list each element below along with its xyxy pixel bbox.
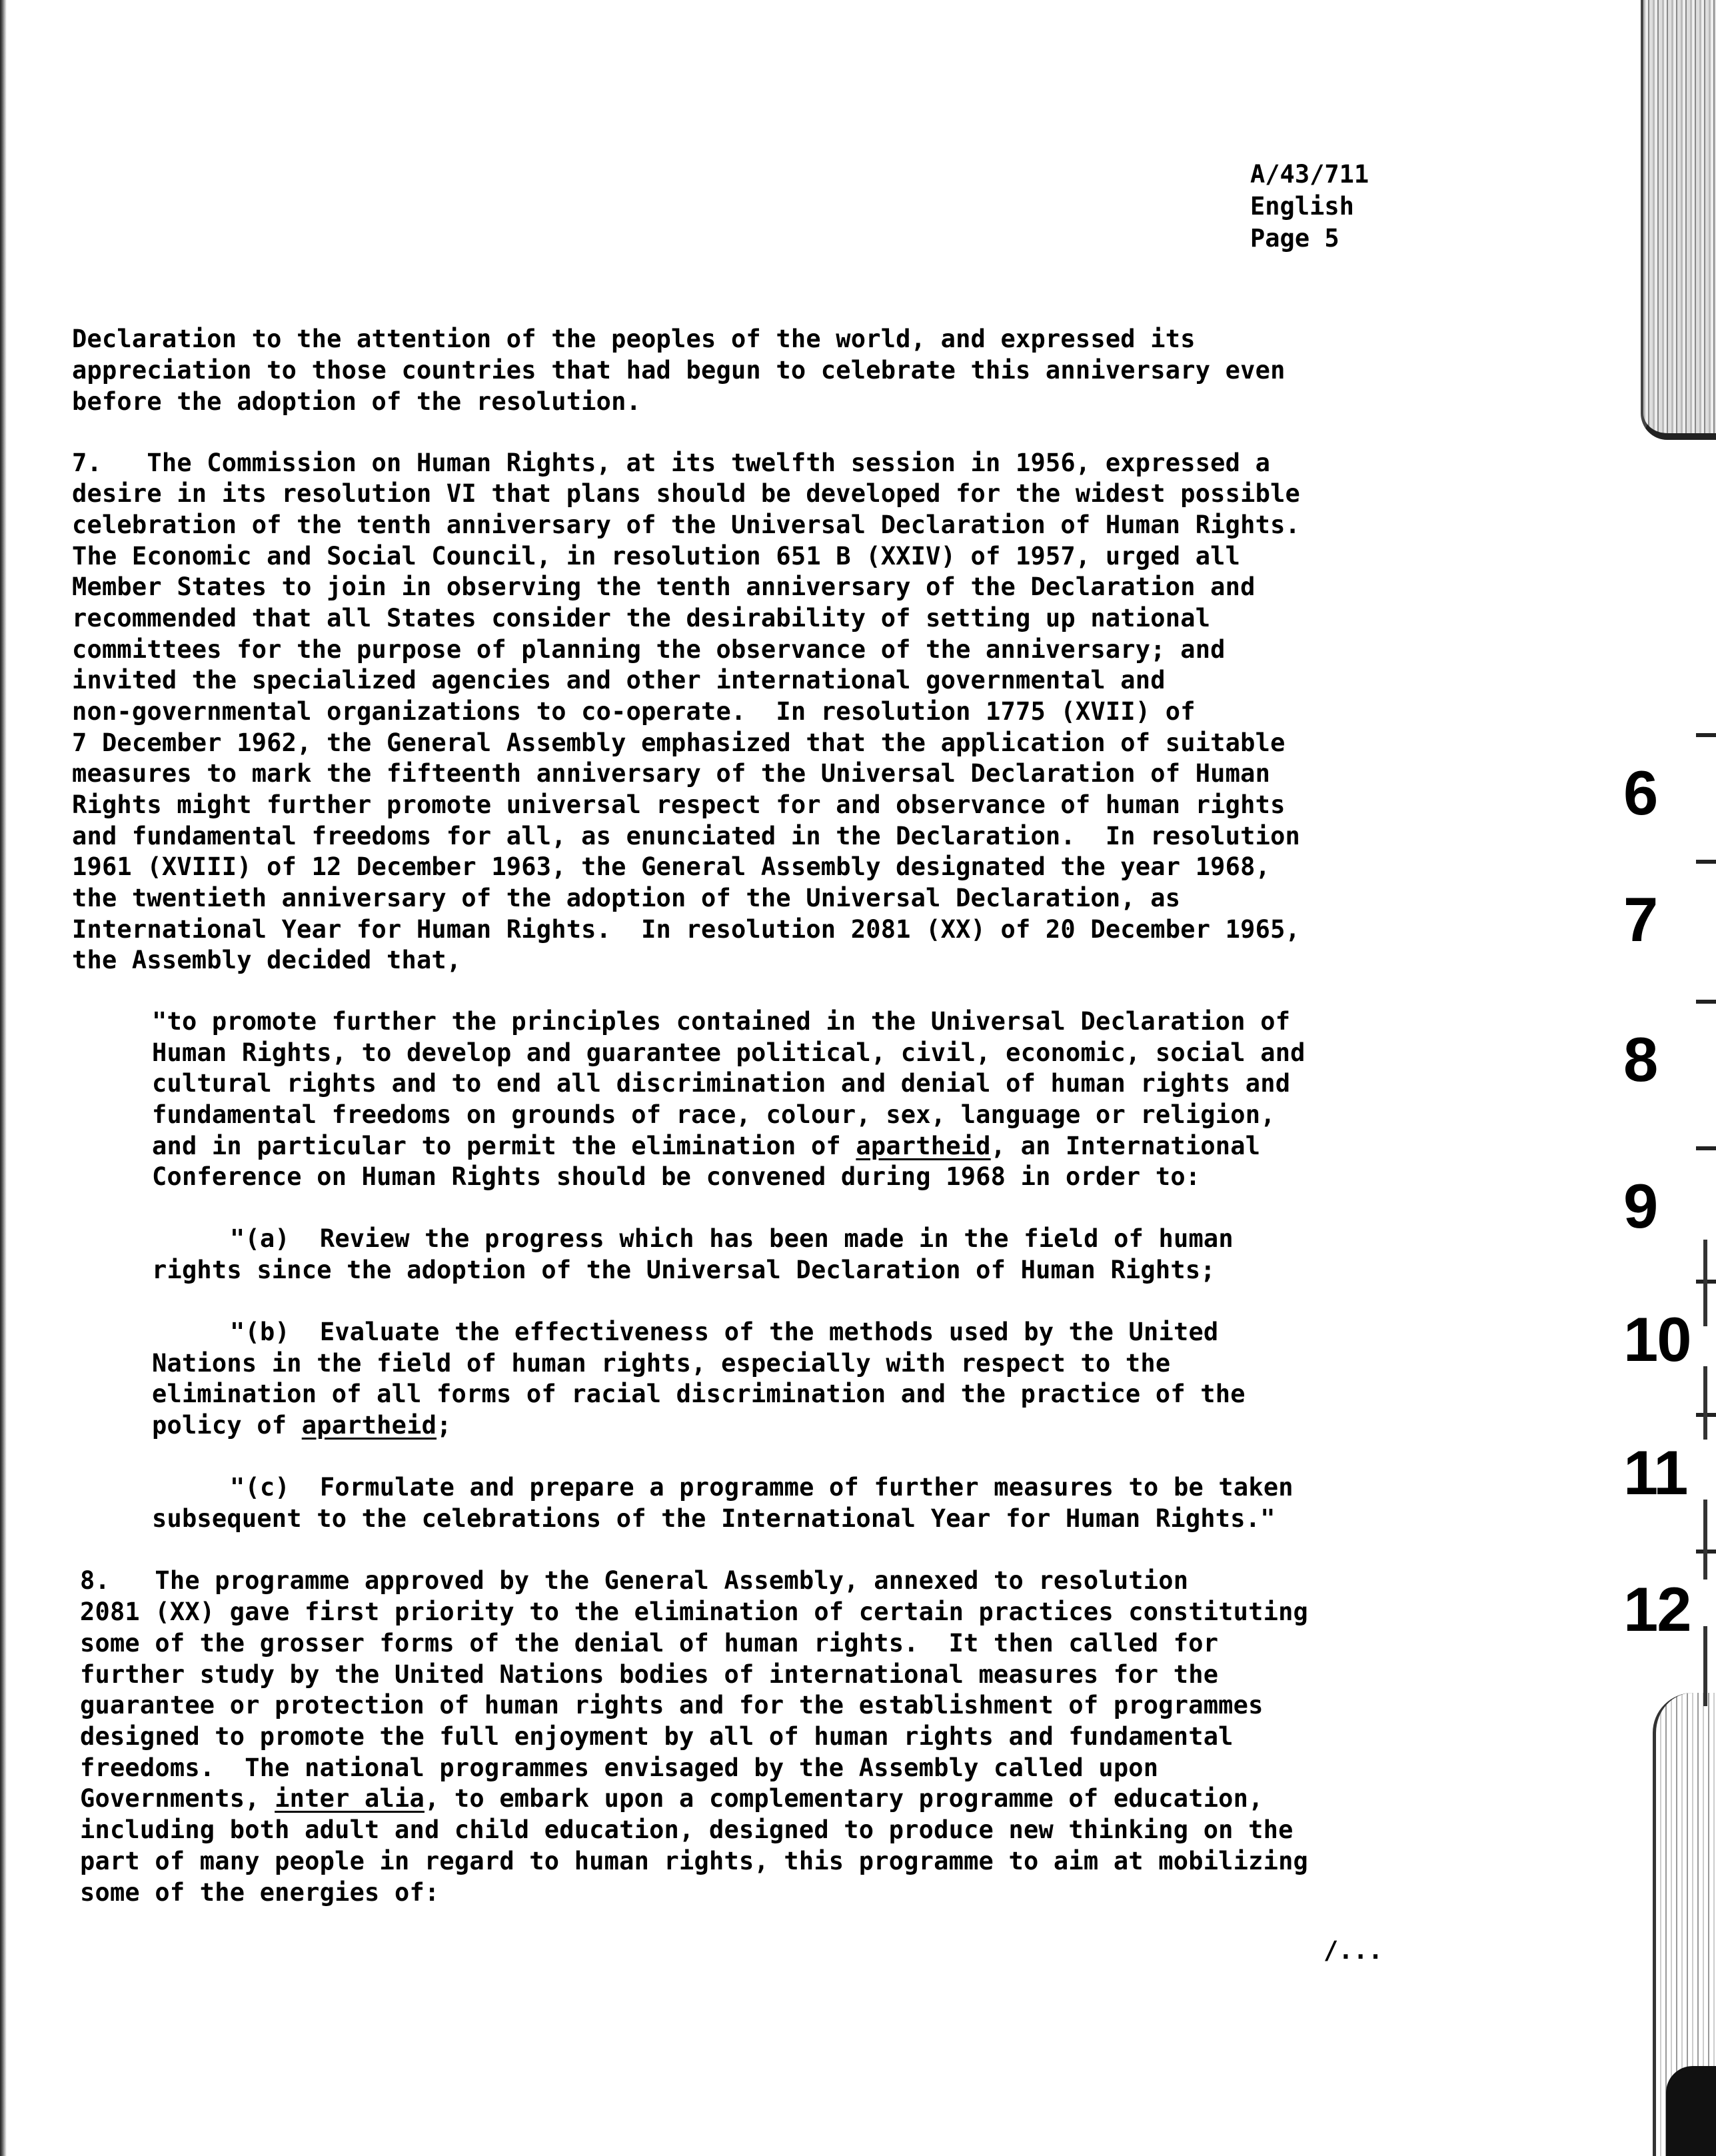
text-line [72,541,1240,572]
text-line [152,1348,1170,1379]
text-line [80,1846,1308,1877]
line-text: International Year for Human Rights. In resolution 2081 (XX) of 20 December 1965, [72,915,1301,944]
text-line [80,1597,1308,1627]
text-line [72,479,1300,509]
index-tab-7: 7 [1623,884,1657,954]
line-text: , to embark upon a complementary programme of education, [424,1784,1264,1813]
line-text: fundamental freedoms on grounds of race, colour, sex, language or religion, [152,1100,1276,1129]
line-text: and fundamental freedoms for all, as enunciated in the Declaration. In resolution [72,822,1301,850]
text-line [72,945,461,976]
line-text: "(b) Evaluate the effectiveness of the methods used by the United [230,1318,1219,1346]
index-tab-6: 6 [1623,758,1657,828]
text-line [80,1753,1158,1783]
line-text: further study by the United Nations bodies of international measures for the [80,1660,1219,1689]
line-text: Human Rights, to develop and guarantee political, civil, economic, social and [152,1038,1305,1067]
text-line [72,634,1226,665]
line-text: "(c) Formulate and prepare a programme of further measures to be taken [230,1473,1293,1502]
text-line [152,1162,1200,1192]
text-line [152,1504,1276,1534]
line-text: before the adoption of the resolution. [72,387,642,416]
text-line [152,1131,1260,1162]
index-tab-11: 11 [1623,1438,1687,1508]
line-text: freedoms. The national programmes envisaged by the Assembly called upon [80,1753,1159,1782]
text-line [80,1690,1264,1721]
text-line [152,1006,1290,1037]
text-line [72,883,1180,914]
line-text: 7. The Commission on Human Rights, at its twelfth session in 1956, expressed a [72,449,1271,477]
document-symbol: A/43/711 [1250,160,1369,189]
text-line [72,852,1270,882]
continuation-marker: /... [1323,1936,1383,1965]
text-line [72,603,1210,634]
text-line [80,1659,1218,1690]
line-text: designed to promote the full enjoyment by all of human rights and fundamental [80,1722,1234,1751]
line-text: policy of [152,1411,302,1440]
line-text: Member States to join in observing the tenth anniversary of the Declaration and [72,572,1256,601]
line-text: invited the specialized agencies and other international governmental and [72,666,1166,694]
line-text: the twentieth anniversary of the adoption of the Universal Declaration, as [72,884,1181,912]
text-line [72,448,1270,479]
text-line [80,1877,439,1908]
line-text: guarantee or protection of human rights and for the establishment of programmes [80,1691,1264,1719]
text-line [152,1068,1290,1099]
line-text: committees for the purpose of planning the observance of the anniversary; and [72,635,1226,664]
line-text: "to promote further the principles contained in the Universal Declaration of [152,1007,1291,1036]
text-line [80,1628,1218,1659]
tab-edge [1703,1626,1707,1706]
tab-divider [1696,1000,1716,1004]
text-line [72,387,641,417]
binding-top [1641,0,1716,440]
underlined-term: apartheid [856,1132,991,1160]
text-line [72,728,1286,758]
text-line [72,355,1286,386]
line-text: Declaration to the attention of the peoples of the world, and expressed its [72,325,1196,353]
text-line [80,1566,1188,1596]
text-line [80,1815,1293,1845]
scan-left-edge [0,0,7,2156]
line-text: cultural rights and to end all discrimination and denial of human rights and [152,1069,1291,1098]
line-text: measures to mark the fifteenth anniversary of the Universal Declaration of Human [72,759,1271,788]
text-line [72,821,1300,852]
line-text: 7 December 1962, the General Assembly emphasized that the application of suitable [72,728,1286,757]
tab-divider [1696,1146,1716,1150]
line-text: 1961 (XVIII) of 12 December 1963, the General Assembly designated the year 1968, [72,852,1271,881]
index-tab-9: 9 [1623,1171,1657,1241]
line-text: Rights might further promote universal respect for and observance of human rights [72,790,1286,819]
text-line [80,1783,1264,1814]
line-text: rights since the adoption of the Universal Declaration of Human Rights; [152,1256,1216,1284]
text-line [152,1410,452,1441]
page-number: Page 5 [1250,224,1339,253]
line-text: desire in its resolution VI that plans should be developed for the widest possible [72,479,1301,508]
line-text: 8. The programme approved by the General Assembly, annexed to resolution [80,1566,1189,1595]
line-text: "(a) Review the progress which has been made in the field of human [230,1224,1234,1253]
line-text: subsequent to the celebrations of the International Year for Human Rights." [152,1504,1276,1533]
text-line [72,790,1286,820]
line-text: appreciation to those countries that had begun to celebrate this anniversary even [72,356,1286,385]
tab-edge [1703,1500,1707,1580]
text-line [72,324,1196,355]
text-line [230,1224,1234,1254]
line-text: 2081 (XX) gave first priority to the elimination of certain practices constituting [80,1598,1309,1626]
line-text: part of many people in regard to human rights, this programme to aim at mobilizing [80,1847,1309,1875]
binding-corner [1666,2066,1716,2156]
index-tab-8: 8 [1623,1024,1657,1094]
underlined-term: apartheid [301,1411,437,1440]
text-line [80,1721,1234,1752]
text-line [72,572,1256,602]
tab-edge [1703,1366,1707,1440]
line-text: Conference on Human Rights should be convened during 1968 in order to: [152,1162,1201,1191]
document-reference [1250,159,1369,255]
line-text: , an International [990,1132,1261,1160]
tab-divider [1696,733,1716,737]
text-line [152,1255,1216,1286]
text-line [72,510,1300,540]
line-text: the Assembly decided that, [72,946,462,974]
underlined-term: inter alia [275,1784,425,1813]
line-text: non-governmental organizations to co-operate. In resolution 1775 (XVII) of [72,697,1196,726]
line-text: The Economic and Social Council, in resolution 651 B (XXIV) of 1957, urged all [72,542,1241,570]
line-text: Governments, [80,1784,275,1813]
line-text: elimination of all forms of racial discrimination and the practice of the [152,1380,1246,1408]
line-text: Nations in the field of human rights, especially with respect to the [152,1349,1171,1378]
text-line [152,1038,1305,1068]
document-language: English [1250,192,1354,221]
index-tab-12: 12 [1623,1574,1691,1644]
line-text: some of the grosser forms of the denial of human rights. It then called for [80,1629,1219,1657]
text-line [152,1379,1246,1410]
text-line [72,758,1270,789]
line-text: and in particular to permit the elimination of [152,1132,856,1160]
index-tab-10: 10 [1623,1304,1691,1374]
line-text: some of the energies of: [80,1878,440,1907]
line-text: ; [436,1411,452,1440]
line-text: recommended that all States consider the desirability of setting up national [72,604,1211,632]
text-line [152,1100,1276,1130]
tab-divider [1696,860,1716,864]
text-line [230,1472,1293,1503]
text-line [72,914,1300,945]
tab-edge [1703,1240,1707,1326]
text-line [230,1317,1218,1348]
line-text: celebration of the tenth anniversary of the Universal Declaration of Human Rights. [72,511,1301,539]
text-line [72,696,1196,727]
text-line [72,665,1166,696]
line-text: including both adult and child education, designed to produce new thinking on the [80,1815,1293,1844]
